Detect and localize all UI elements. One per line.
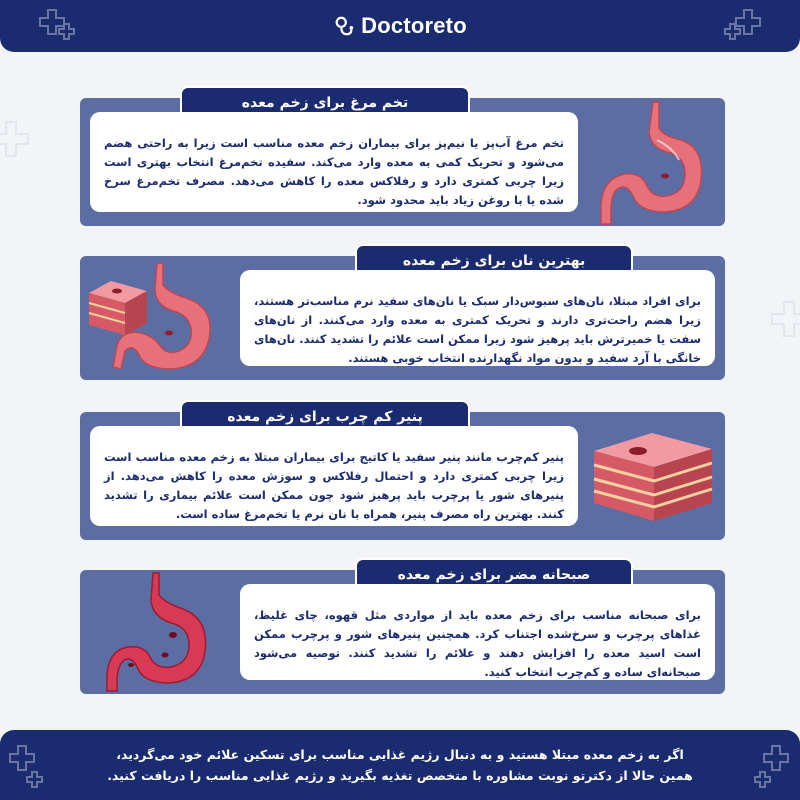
footer-line-2: همین حالا از دکترتو نوبت مشاوره با متخصص تغذیه بگیرید و رژیم غذایی مناسب را دریافت کنید. bbox=[107, 768, 693, 783]
medical-cross-icon bbox=[752, 742, 792, 792]
card-title: صبحانه مضر برای زخم معده bbox=[355, 558, 633, 592]
card-text: برای افراد مبتلا، نان‌های سبوس‌دار سبک یا نان‌های سفید نرم مناسب‌تر هستند، زیرا هضم راحت‌تری دارند و تحریک کمتری به معده وارد می‌کنند. از نان‌های سفت یا خمیرترش باید پرهیز شود زیرا ممکن است علائم را تشدید کنند. نان‌های خانگی با آرد سفید و بدون مواد نگهدارنده انتخاب خوبی هستند. bbox=[240, 270, 715, 366]
card-harmful-breakfast bbox=[80, 567, 725, 694]
stomach-tissue-icon bbox=[85, 259, 235, 377]
card-cheese bbox=[80, 409, 725, 540]
card-image bbox=[585, 412, 720, 540]
card-image bbox=[85, 256, 235, 380]
footer-cta bbox=[0, 730, 800, 800]
stomach-ulcer-icon bbox=[95, 571, 225, 693]
tissue-layers-icon bbox=[588, 421, 718, 531]
card-image bbox=[585, 98, 720, 226]
brand-name: Doctoreto bbox=[361, 13, 467, 38]
medical-cross-icon bbox=[722, 8, 762, 44]
brand-logo[interactable] bbox=[333, 13, 467, 39]
footer-line-1: اگر به زخم معده مبتلا هستید و به دنبال رژیم غذایی مناسب برای تسکین علائم خود می‌گردید، bbox=[116, 747, 684, 762]
card-title: بهترین نان برای زخم معده bbox=[355, 244, 633, 278]
card-image bbox=[85, 570, 235, 694]
card-text: پنیر کم‌چرب مانند پنیر سفید یا کاتیج برای بیماران مبتلا به زخم معده مناسب است زیرا چربی کمتری دارد و احتمال رفلاکس و سوزش معده را کاهش می‌دهد. از پنیرهای شور یا پرچرب باید پرهیز شود چون ممکن است علائم بیماری را تشدید کنند. بهترین راه مصرف پنیر، همراه با نان نرم یا تخم‌مرغ ساده است. bbox=[90, 426, 578, 526]
medical-cross-icon bbox=[0, 120, 34, 170]
card-text: برای صبحانه مناسب برای زخم معده باید از مواردی مثل قهوه، چای غلیظ، غذاهای پرچرب و سرخ‌شده اجتناب کرد. همچنین پنیرهای شور و پرچرب ممکن است اسید معده را افزایش دهند و علائم را تشدید کنند. توصیه می‌شود صبحانه‌ای ساده و کم‌چرب انتخاب کنید. bbox=[240, 584, 715, 680]
card-text: تخم مرغ آب‌پز یا نیم‌پز برای بیماران زخم معده مناسب است زیرا به راحتی هضم می‌شود و تحریک کمی به معده وارد می‌کند. سفیده تخم‌مرغ انتخاب بهتری است زیرا چربی کمتری دارد و رفلاکس معده را کاهش می‌دهد. مصرف تخم‌مرغ سرخ شده یا با روغن زیاد باید محدود شود. bbox=[90, 112, 578, 212]
medical-cross-icon bbox=[766, 300, 800, 350]
stomach-icon bbox=[593, 100, 713, 225]
header-bar bbox=[0, 0, 800, 52]
card-title: تخم مرغ برای زخم معده bbox=[180, 86, 470, 120]
card-bread bbox=[80, 253, 725, 380]
medical-cross-icon bbox=[6, 742, 46, 792]
card-eggs bbox=[80, 95, 725, 226]
medical-cross-icon bbox=[38, 8, 78, 44]
card-title: پنیر کم چرب برای زخم معده bbox=[180, 400, 470, 434]
doctoreto-logo-icon bbox=[333, 15, 355, 37]
